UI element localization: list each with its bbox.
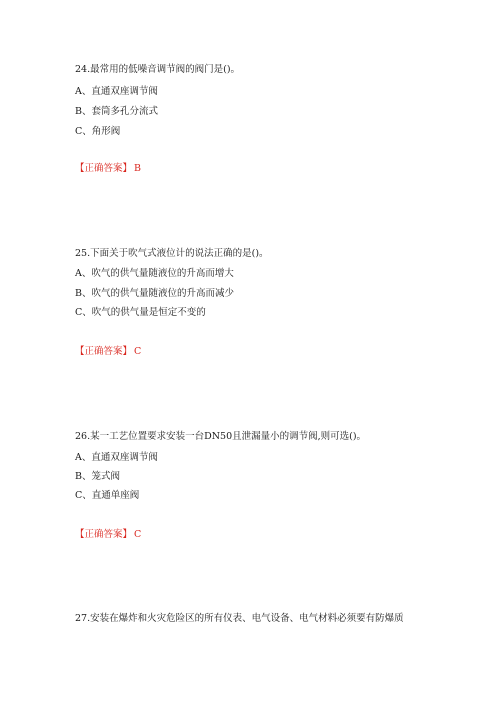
question-26-option-c: C、直通单座阀	[75, 490, 140, 501]
question-26-stem: 26.某一工艺位置要求安装一台DN50且泄漏量小的调节阀,则可选()。	[75, 431, 367, 442]
answer-label: 【正确答案】	[75, 163, 133, 174]
question-27-stem: 27.安装在爆炸和火灾危险区的所有仪表、电气设备、电气材料必须要有防爆质	[75, 613, 404, 624]
question-26-answer	[75, 529, 141, 541]
question-24-option-a: A、直通双座调节阀	[75, 86, 158, 97]
question-25-option-c: C、吹气的供气量是恒定不变的	[75, 307, 206, 318]
question-26-option-a: A、直通双座调节阀	[75, 452, 158, 463]
question-24-option-c: C、角形阀	[75, 126, 121, 137]
question-26-option-b: B、笼式阀	[75, 471, 120, 482]
question-24-answer	[75, 163, 141, 175]
question-24-stem: 24.最常用的低噪音调节阀的阀门是()。	[75, 64, 241, 75]
question-25-answer	[75, 346, 141, 358]
answer-label: 【正确答案】	[75, 346, 133, 357]
question-25-option-b: B、吹气的供气量随液位的升高而减少	[75, 288, 234, 299]
answer-letter: B	[134, 163, 141, 174]
answer-label: 【正确答案】	[75, 529, 133, 540]
question-25-stem: 25.下面关于吹气式液位计的说法正确的是()。	[75, 248, 269, 259]
question-24-option-b: B、套筒多孔分流式	[75, 106, 158, 117]
answer-letter: C	[134, 529, 142, 540]
answer-letter: C	[134, 346, 142, 357]
question-25-option-a: A、吹气的供气量随液位的升高而增大	[75, 268, 234, 279]
